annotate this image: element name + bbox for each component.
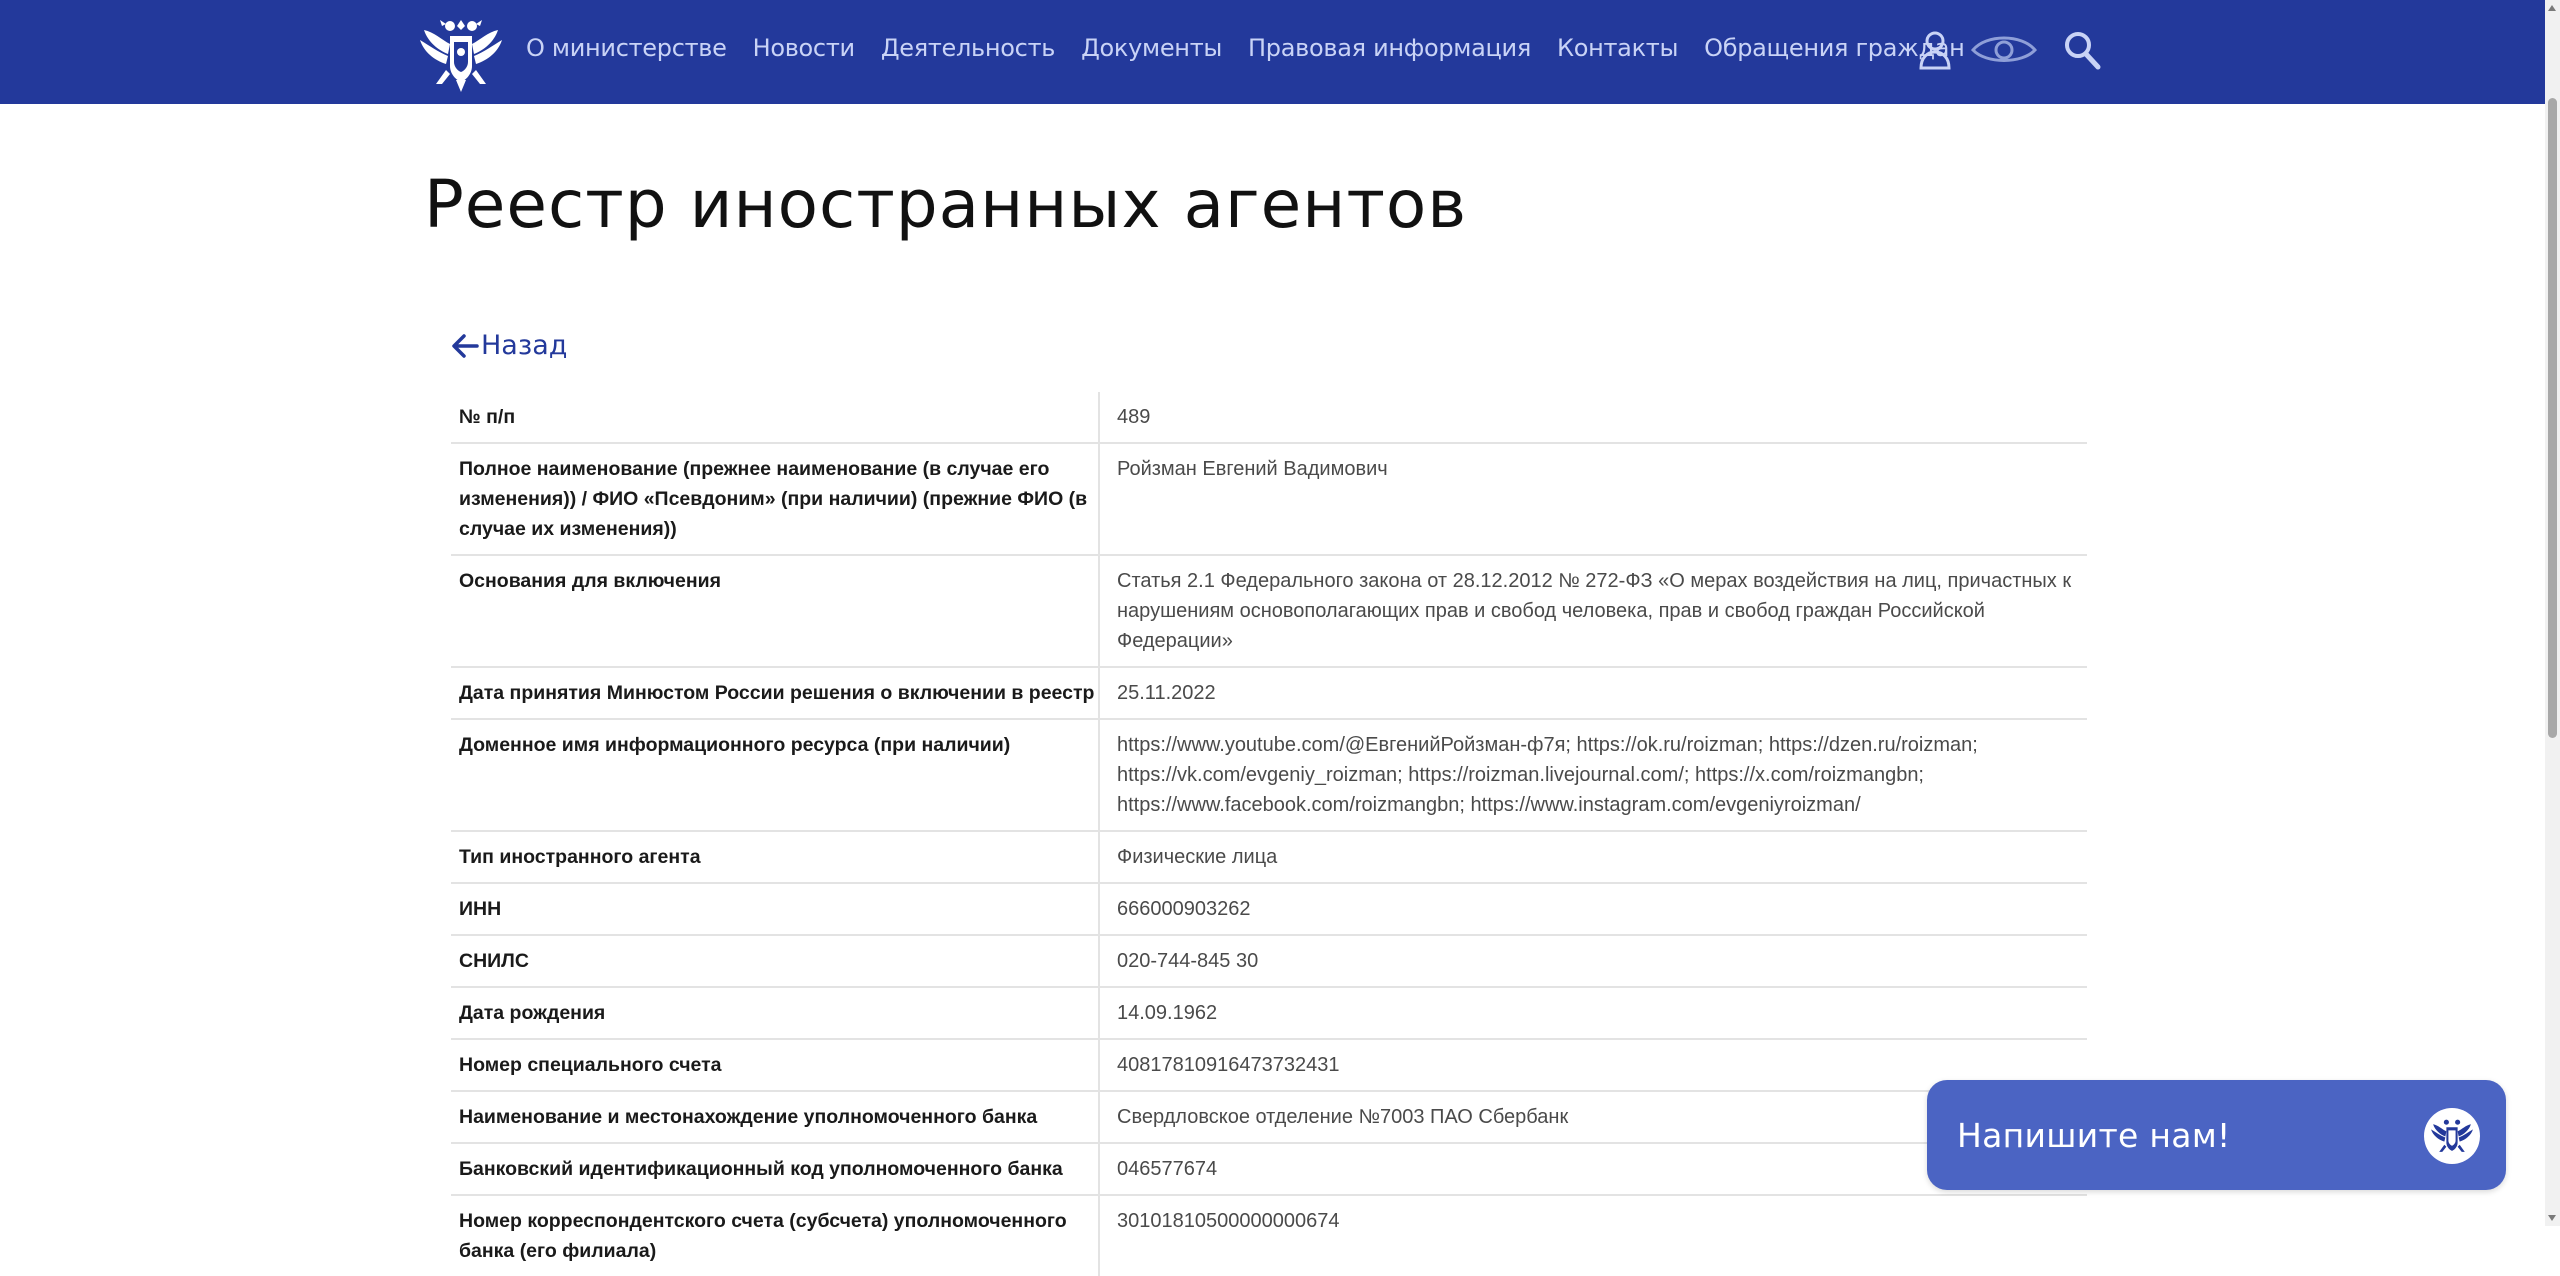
field-value: 40817810916473732431 xyxy=(1099,1039,2087,1091)
field-label: Номер корреспондентского счета (субсчета) уполномоченного банка (его филиала) xyxy=(459,1210,1067,1262)
table-row xyxy=(451,1091,2087,1143)
field-label: Дата рождения xyxy=(451,987,1099,1039)
field-label: Дата принятия Минюстом России решения о включении в реестр xyxy=(451,667,1099,719)
field-label: Наименование и местонахождение уполномоченного банка xyxy=(451,1091,1099,1143)
double-headed-eagle-emblem[interactable] xyxy=(416,10,506,96)
main-nav xyxy=(526,34,1965,62)
nav-item-legal-info[interactable]: Правовая информация xyxy=(1248,34,1531,62)
field-label: Доменное имя информационного ресурса (при наличии) xyxy=(451,719,1099,831)
page-scrollbar[interactable] xyxy=(2545,0,2560,1226)
nav-item-contacts[interactable]: Контакты xyxy=(1556,34,1679,62)
eagle-emblem-icon xyxy=(2424,1108,2480,1164)
nav-item-about[interactable]: О министерстве xyxy=(526,34,727,62)
back-link-label: Назад xyxy=(481,330,568,361)
field-label: Банковский идентификационный код уполномоченного банка xyxy=(451,1143,1099,1195)
field-value: Физические лица xyxy=(1099,831,2087,883)
table-row xyxy=(451,1039,2087,1091)
scroll-up-arrow-icon[interactable] xyxy=(2548,5,2556,11)
table-row xyxy=(451,935,2087,987)
table-row xyxy=(451,555,2087,667)
table-row xyxy=(451,1143,2087,1195)
field-value: 020-744-845 30 xyxy=(1099,935,2087,987)
table-row xyxy=(451,667,2087,719)
field-value: Статья 2.1 Федерального закона от 28.12.2012 № 272-ФЗ «О мерах воздействия на лиц, причастных к нарушениям основополагающих прав и свобод человека, прав и свобод граждан Российской Федерации» xyxy=(1099,555,2087,667)
table-row xyxy=(451,987,2087,1039)
field-value: 25.11.2022 xyxy=(1099,667,2087,719)
field-label: № п/п xyxy=(451,392,1099,443)
nav-item-citizen-appeals[interactable]: Обращения граждан xyxy=(1704,34,1965,62)
field-value: 30101810500000000674 xyxy=(1099,1195,2087,1276)
registry-details-table xyxy=(451,392,2087,1276)
table-row xyxy=(451,831,2087,883)
field-label: ИНН xyxy=(451,883,1099,935)
arrow-left-icon xyxy=(451,333,479,359)
eye-icon[interactable] xyxy=(1970,30,2038,70)
search-icon[interactable] xyxy=(2063,30,2101,70)
back-link[interactable] xyxy=(451,330,567,361)
field-value: 046577674 xyxy=(1099,1143,2087,1195)
chat-widget-label: Напишите нам! xyxy=(1957,1115,2231,1155)
scroll-down-arrow-icon[interactable] xyxy=(2548,1215,2556,1221)
table-row xyxy=(451,1195,2087,1276)
site-header xyxy=(0,0,2545,104)
field-label: Тип иностранного агента xyxy=(451,831,1099,883)
field-label: СНИЛС xyxy=(451,935,1099,987)
field-value: https://www.youtube.com/@ЕвгенийРойзман-ф7я; https://ok.ru/roizman; https://dzen.ru/roizman; https://vk.com/evgeniy_roizman; https://roizman.livejournal.com/; https://x.com/roizmangbn; https://www.facebook.com/roizmangbn; https://www.instagram.com/evgeniyroizman/ xyxy=(1099,719,2087,831)
field-value: 666000903262 xyxy=(1099,883,2087,935)
field-label: Основания для включения xyxy=(451,555,1099,667)
table-row xyxy=(451,883,2087,935)
field-label: Номер специального счета xyxy=(451,1039,1099,1091)
table-row xyxy=(451,392,2087,443)
nav-item-documents[interactable]: Документы xyxy=(1081,34,1223,62)
field-value: 14.09.1962 xyxy=(1099,987,2087,1039)
user-icon[interactable] xyxy=(1918,30,1952,70)
nav-item-news[interactable]: Новости xyxy=(752,34,855,62)
table-row xyxy=(451,719,2087,831)
nav-item-activity[interactable]: Деятельность xyxy=(880,34,1056,62)
table-row xyxy=(451,443,2087,555)
page-title: Реестр иностранных агентов xyxy=(424,166,1468,243)
field-value: Свердловское отделение №7003 ПАО Сбербанк xyxy=(1099,1091,2087,1143)
field-label: Полное наименование (прежнее наименование (в случае его изменения)) / ФИО «Псевдоним» (при наличии) (прежние ФИО (в случае их изменения)) xyxy=(451,443,1099,555)
field-value: Ройзман Евгений Вадимович xyxy=(1099,443,2087,555)
field-value: 489 xyxy=(1099,392,2087,443)
chat-widget-button[interactable] xyxy=(1927,1080,2506,1190)
scrollbar-thumb[interactable] xyxy=(2548,98,2557,738)
